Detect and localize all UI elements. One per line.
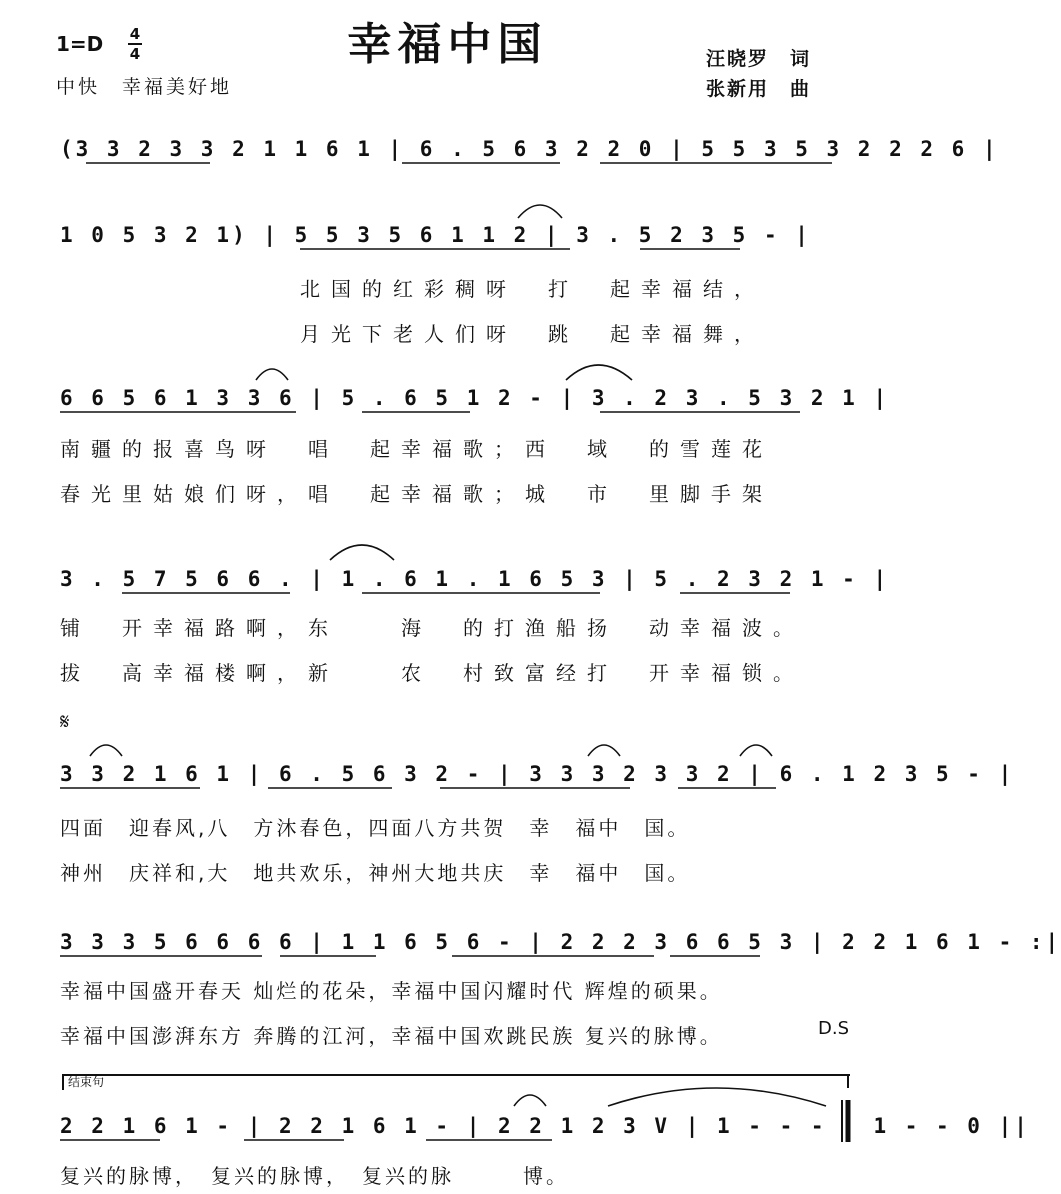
ending-label: 结束句 <box>68 1075 105 1089</box>
notation-row-6: 3 3 3 5 6 6 6 6 | 1 1 6 5 6 - | 2 2 2 3 6 6 5 3 | 2 2 1 6 1 - :| <box>60 930 1061 954</box>
slur <box>330 545 394 560</box>
notation-row-3: 6 6 5 6 1 3 3 6 | 5 . 6 5 1 2 - | 3 . 2 3 . 5 3 2 1 | <box>60 386 890 410</box>
time-top: 4 <box>129 25 141 43</box>
slur <box>588 745 620 756</box>
tempo-marking: 中快 幸福美好地 <box>56 76 233 98</box>
key-signature: 1=D <box>56 32 104 56</box>
lyrics-row-4-verse-2: 拔 高幸福楼啊，新 农 村致富经打 开幸福锁。 <box>60 661 804 685</box>
lyrics-row-6-verse-1: 幸福中国盛开春天 灿烂的花朵，幸福中国闪耀时代 辉煌的硕果。 <box>60 979 723 1003</box>
slur <box>256 369 288 380</box>
notation-row-7: 2 2 1 6 1 - | 2 2 1 6 1 - | 2 2 1 2 3 V | 1 - - - | 1 - - 0 || <box>60 1114 1030 1138</box>
lyrics-row-3-verse-2: 春光里姑娘们呀，唱 起幸福歌；城 市 里脚手架 <box>60 482 773 506</box>
notation-row-4: 3 . 5 7 5 6 6 . | 1 . 6 1 . 1 6 5 3 | 5 . 2 3 2 1 - | <box>60 567 890 591</box>
lyrics-row-5-verse-2: 神州 庆祥和,大 地共欢乐，神州大地共庆 幸 福中 国。 <box>60 861 691 885</box>
notation-row-5: 3 3 2 1 6 1 | 6 . 5 6 3 2 - | 3 3 3 2 3 3 2 | 6 . 1 2 3 5 - | <box>60 762 1015 786</box>
slur <box>514 1095 546 1106</box>
composer-credit: 张新用 曲 <box>706 78 812 100</box>
song-title: 幸福中国 <box>347 19 548 70</box>
ds-marking: D.S <box>818 1018 850 1039</box>
slur <box>608 1088 826 1106</box>
lyrics-row-6-verse-2: 幸福中国澎湃东方 奔腾的江河，幸福中国欢跳民族 复兴的脉博。 <box>60 1024 723 1048</box>
slur <box>518 205 562 218</box>
slur <box>566 365 632 380</box>
lyrics-row-3-verse-1: 南疆的报喜鸟呀 唱 起幸福歌；西 域 的雪莲花 <box>60 437 773 461</box>
lyricist-credit: 汪晓罗 词 <box>706 48 812 70</box>
lyrics-row-2-verse-1: 北国的红彩稠呀 打 起幸福结， <box>300 277 765 301</box>
lyrics-row-2-verse-2: 月光下老人们呀 跳 起幸福舞， <box>300 322 765 346</box>
slur <box>740 745 772 756</box>
notation-row-1: (3 3 2 3 3 2 1 1 6 1 | 6 . 5 6 3 2 2 0 | 5 5 3 5 3 2 2 2 6 | <box>60 137 999 161</box>
time-bottom: 4 <box>129 45 141 63</box>
notation-row-2: 1 0 5 3 2 1) | 5 5 3 5 6 1 1 2 | 3 . 5 2 3 5 - | <box>60 223 811 247</box>
slur <box>90 745 122 756</box>
lyrics-row-5-verse-1: 四面 迎春风,八 方沐春色，四面八方共贺 幸 福中 国。 <box>60 816 691 840</box>
segno-sign: 𝄋 <box>60 710 70 735</box>
lyrics-row-4-verse-1: 铺 开幸福路啊，东 海 的打渔船扬 动幸福波。 <box>60 616 804 640</box>
lyrics-row-7: 复兴的脉博， 复兴的脉博， 复兴的脉 博。 <box>60 1164 569 1188</box>
